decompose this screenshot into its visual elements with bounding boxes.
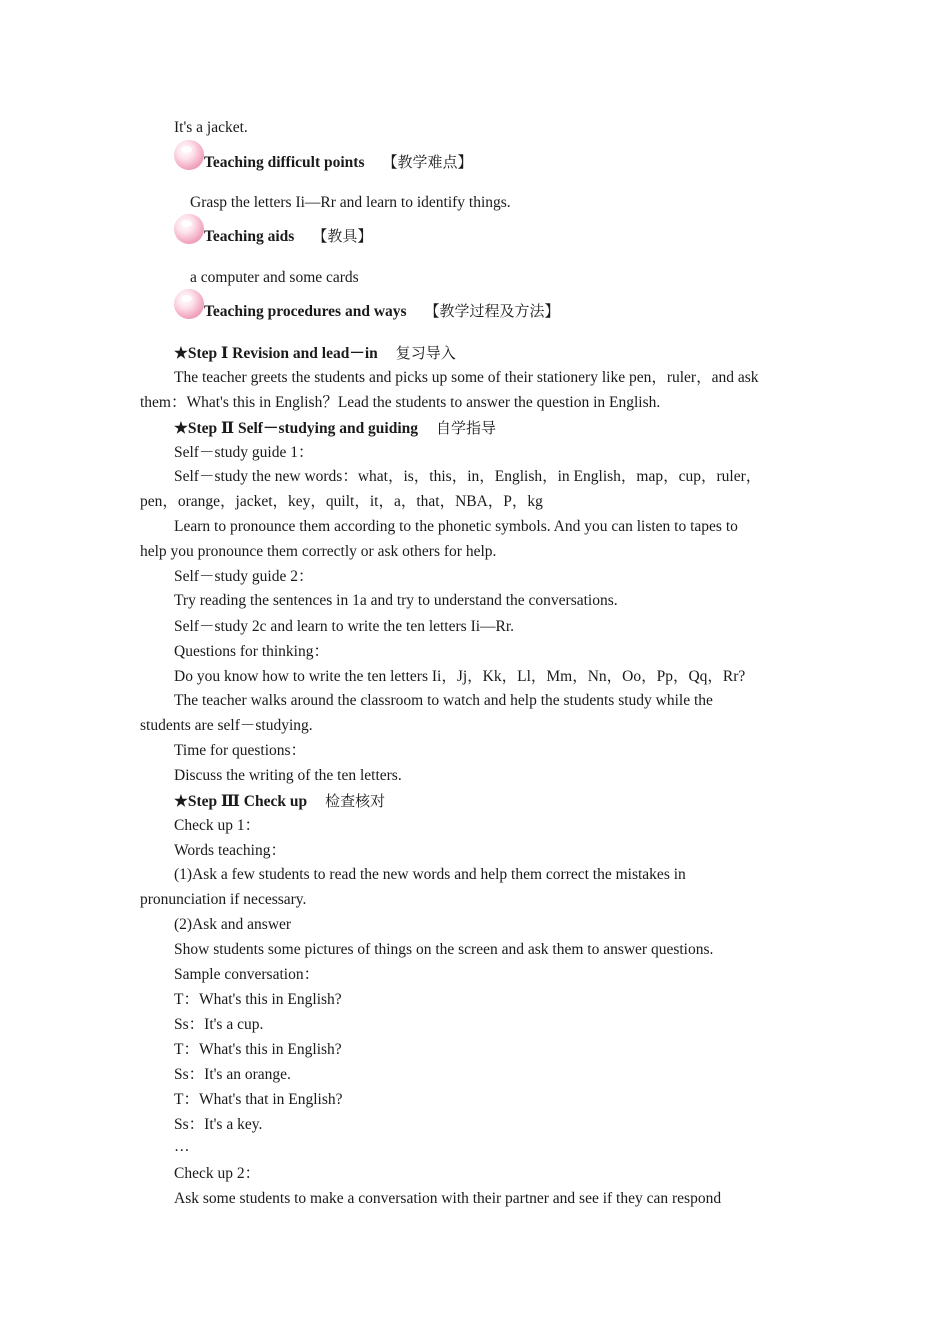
- section-title-cn: 【教学难点】: [382, 153, 473, 171]
- text-line: (1)Ask a few students to read the new words and help them correct the mistakes in: [174, 866, 686, 883]
- section-title: Teaching difficult points: [204, 154, 365, 171]
- ellipsis: …: [174, 1138, 190, 1155]
- text-line: Ask some students to make a conversation with their partner and see if they can respond: [174, 1190, 722, 1207]
- section-title-cn: 【教学过程及方法】: [424, 302, 560, 320]
- text-line: Check up 1：: [174, 817, 261, 834]
- text-line: Self－study guide 2：: [174, 568, 314, 585]
- section-title-cn: 【教具】: [312, 227, 373, 245]
- text-line: a computer and some cards: [190, 269, 359, 286]
- text-line: Try reading the sentences in 1a and try to understand the conversations.: [174, 592, 618, 609]
- text-line: Grasp the letters Ii—Rr and learn to identify things.: [190, 194, 511, 211]
- text-line: pronunciation if necessary.: [140, 891, 307, 908]
- text-line: Sample conversation：: [174, 966, 320, 983]
- step-heading-3: [174, 791, 844, 812]
- dialogue-line: Ss：It's a key.: [174, 1116, 263, 1133]
- section-title: Teaching procedures and ways: [204, 303, 407, 320]
- text-line: The teacher walks around the classroom to watch and help the students study while the: [174, 692, 713, 709]
- dialogue-line: Ss：It's an orange.: [174, 1066, 291, 1083]
- text-line: pen，orange，jacket，key，quilt，it，a，that，NBA，P，kg: [140, 493, 543, 510]
- text-line: them：What's this in English？Lead the students to answer the question in English.: [140, 394, 661, 411]
- text-line: Words teaching：: [174, 842, 286, 859]
- text-line: The teacher greets the students and picks up some of their stationery like pen，ruler，and ask: [174, 369, 759, 386]
- pink-bubble-icon: [174, 289, 204, 319]
- step-title: ★Step Ⅱ Self－studying and guiding: [174, 420, 419, 437]
- step-title-cn: 自学指导: [436, 419, 497, 437]
- text-line: Self－study 2c and learn to write the ten letters Ii—Rr.: [174, 618, 515, 635]
- pink-bubble-icon: [174, 140, 204, 170]
- dialogue-line: T：What's that in English?: [174, 1091, 343, 1108]
- text-line: Learn to pronounce them according to the phonetic symbols. And you can listen to tapes to: [174, 518, 738, 535]
- step-title-cn: 检查核对: [325, 792, 386, 810]
- dialogue-line: T：What's this in English?: [174, 1041, 342, 1058]
- step-title: ★Step Ⅰ Revision and lead－in: [174, 345, 378, 362]
- text-line: Check up 2：: [174, 1165, 261, 1182]
- dialogue-line: T：What's this in English?: [174, 991, 342, 1008]
- step-title: ★Step Ⅲ Check up: [174, 793, 308, 810]
- section-title: Teaching aids: [204, 228, 295, 245]
- text-line: Self－study guide 1：: [174, 444, 314, 461]
- text-line: help you pronounce them correctly or ask others for help.: [140, 543, 497, 560]
- text-line: Questions for thinking：: [174, 643, 329, 660]
- text-line: Time for questions：: [174, 742, 307, 759]
- step-heading-1: [174, 343, 844, 364]
- text-line: (2)Ask and answer: [174, 916, 292, 933]
- text-line: Do you know how to write the ten letters Ii，Jj，Kk，Ll，Mm，Nn，Oo，Pp，Qq，Rr?: [174, 668, 746, 685]
- step-title-cn: 复习导入: [395, 344, 456, 362]
- step-heading-2: [174, 418, 844, 439]
- pink-bubble-icon: [174, 214, 204, 244]
- dialogue-line: Ss：It's a cup.: [174, 1016, 264, 1033]
- text-line: Discuss the writing of the ten letters.: [174, 767, 402, 784]
- text-line: Self－study the new words：what，is，this，in，English，in English，map，cup，ruler，: [174, 468, 762, 485]
- text-line: students are self－studying.: [140, 717, 313, 734]
- text-line: Show students some pictures of things on the screen and ask them to answer questions.: [174, 941, 714, 958]
- text-line: It's a jacket.: [174, 119, 248, 136]
